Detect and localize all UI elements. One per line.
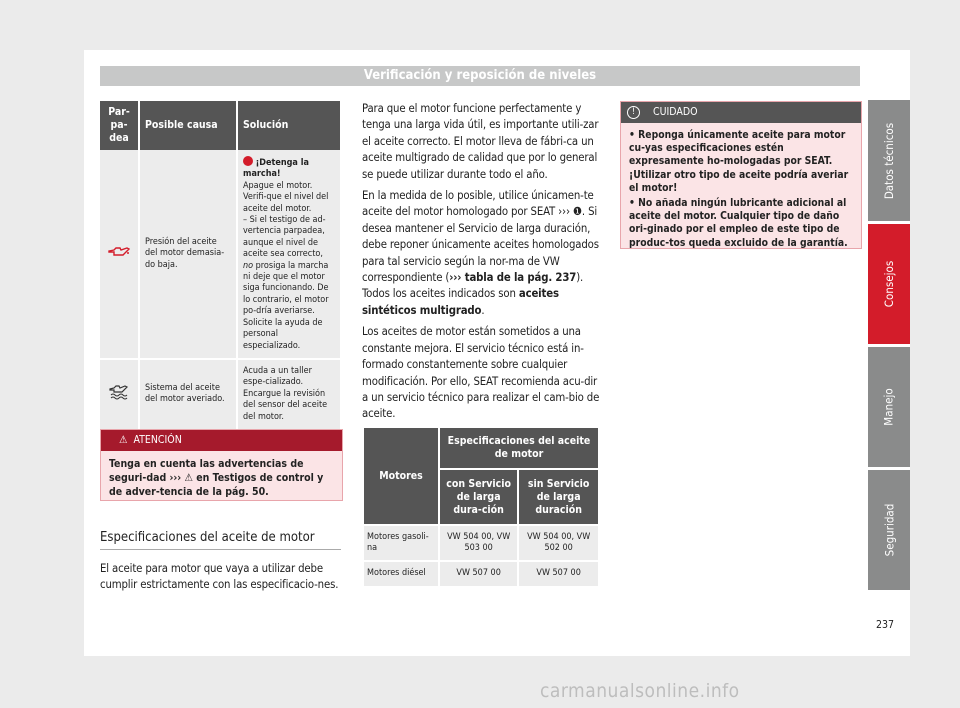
spec-sin: VW 504 00, VW 502 00 (518, 525, 599, 561)
cuidado-item-text: No añada ningún lubricante adicional al aceite del motor. Cualquier tipo de daño ori-ginado por el empleo de este tipo de produc-tos queda excluido de la garantía. (629, 197, 848, 249)
oil-can-red-icon (100, 150, 139, 359)
solution-emphasis: no (243, 260, 254, 271)
paragraph-2a: En la medida de lo posible, utilice únicamen-te aceite del motor homologado por SEAT (362, 189, 594, 219)
cuidado-label: CUIDADO (653, 106, 698, 118)
solution-cell (237, 150, 341, 359)
paragraph-2d: . (481, 303, 485, 317)
spec-sin: VW 507 00 (518, 561, 599, 587)
col-header-sin: sin Servicio de larga duración (518, 469, 599, 525)
cuidado-box (620, 101, 862, 249)
warning-lights-table (100, 101, 342, 431)
col-header-cause: Posible causa (139, 101, 237, 150)
spec-con: VW 507 00 (439, 561, 518, 587)
paragraph-3: Los aceites de motor están sometidos a una constante mejora. El servicio técnico está in-formado constantemente sobre cualquier modificación. Por ello, SEAT recomienda acu-dir a un servicio técnico para realizar el cam-bio de aceite. (362, 325, 600, 421)
oil-spec-table (362, 426, 600, 588)
cuidado-item: • Reponga únicamente aceite para motor cu-yas especificaciones estén expresamente ho-mologadas por SEAT. ¡Utilizar otro tipo de aceite podría averiar el motor! (629, 129, 849, 194)
atencion-text: Tenga en cuenta las advertencias de seguri-dad ››› ⚠ en Testigos de control y de adver-tencia de la pág. 50. (109, 458, 324, 498)
table-row (363, 525, 599, 561)
tab-manejo[interactable] (868, 347, 910, 467)
tab-consejos[interactable] (868, 224, 910, 344)
solution-text: Apague el motor. Verifi-que el nivel del aceite del motor. (243, 180, 329, 214)
main-text (362, 101, 602, 423)
table-row (363, 561, 599, 587)
watermark: carmanualsonline.info (540, 680, 740, 702)
oil-level-sensor-icon (100, 359, 139, 430)
cuidado-text (621, 123, 861, 250)
col-header-flashing: Par-pa-dea (100, 101, 139, 150)
tab-datos-tecnicos[interactable] (868, 100, 910, 221)
solution-text: Acuda a un taller espe-cializado. Encargue la revisión del sensor del aceite del motor. (237, 359, 341, 430)
solution-title: ¡Detenga la marcha! (243, 158, 309, 180)
cuidado-item: • No añada ningún lubricante adicional al aceite del motor. Cualquier tipo de daño ori-ginado por el empleo de este tipo de produc-tos queda excluido de la garantía. (629, 197, 848, 249)
paragraph-2b: ››› ❶. Si desea mantener el Servicio de larga duración, debe reponer únicamente aceites homologados para tal servicio según la nor-ma de VW correspondiente ( (362, 205, 599, 285)
spec-con: VW 504 00, VW 503 00 (439, 525, 518, 561)
page-header: Verificación y reposición de niveles (100, 66, 860, 86)
solution-text-2: – Si el testigo de ad-vertencia parpadea, aunque el nivel de aceite sea correcto, (243, 215, 326, 260)
tab-label: Manejo (882, 388, 896, 426)
cuidado-header (621, 102, 861, 123)
atencion-header (101, 430, 342, 451)
paragraph-1: Para que el motor funcione perfectamente y tenga una larga vida útil, es importante utili-zar el aceite correcto. El motor lleva de fábri-ca un aceite multigrado de calidad que por lo general se puede utilizar durante todo el año. (362, 102, 599, 181)
paragraph-2c: ). Todos los aceites indicados son (362, 271, 584, 301)
table-reference-link[interactable]: ››› tabla de la pág. 237 (449, 271, 577, 285)
atencion-label: ATENCIÓN (133, 434, 182, 446)
tab-label: Datos técnicos (882, 122, 897, 199)
engine-type: Motores gasoli-na (363, 525, 439, 561)
table-row (100, 359, 341, 430)
col-header-spec: Especificaciones del aceite de motor (439, 427, 599, 469)
solution-text-3: prosiga la marcha ni deje que el motor siga funcionando. De lo contrario, el motor po-dría averiarse. Solicite la ayuda de personal especializado. (243, 260, 329, 351)
engine-type: Motores diésel (363, 561, 439, 587)
paragraph-2-bold: aceites sintéticos multigrado (362, 287, 559, 317)
col-header-motores: Motores (363, 427, 439, 525)
stop-icon (243, 156, 253, 166)
warning-triangle-icon: ⚠ (119, 434, 128, 446)
page-number: 237 (876, 619, 895, 631)
caution-icon: ! (627, 106, 640, 119)
tab-label: Consejos (882, 260, 896, 308)
cuidado-item-text: Reponga únicamente aceite para motor cu-yas especificaciones estén expresamente ho-mologadas por SEAT. ¡Utilizar otro tipo de aceite podría averiar el motor! (629, 129, 849, 194)
cause-text: Presión del aceite del motor demasia-do baja. (139, 150, 237, 359)
paragraph-2 (362, 188, 602, 319)
table-row (100, 150, 341, 359)
cause-text: Sistema del aceite del motor averiado. (139, 359, 237, 430)
tab-label: Seguridad (882, 503, 897, 557)
atencion-box (100, 429, 343, 501)
section-heading: Especificaciones del aceite de motor (100, 530, 341, 550)
col-header-solution: Solución (237, 101, 341, 150)
tab-seguridad[interactable] (868, 470, 910, 590)
col-header-con: con Servicio de larga dura-ción (439, 469, 518, 525)
intro-paragraph: El aceite para motor que vaya a utilizar debe cumplir estrictamente con las especificacio-nes. (100, 562, 339, 592)
